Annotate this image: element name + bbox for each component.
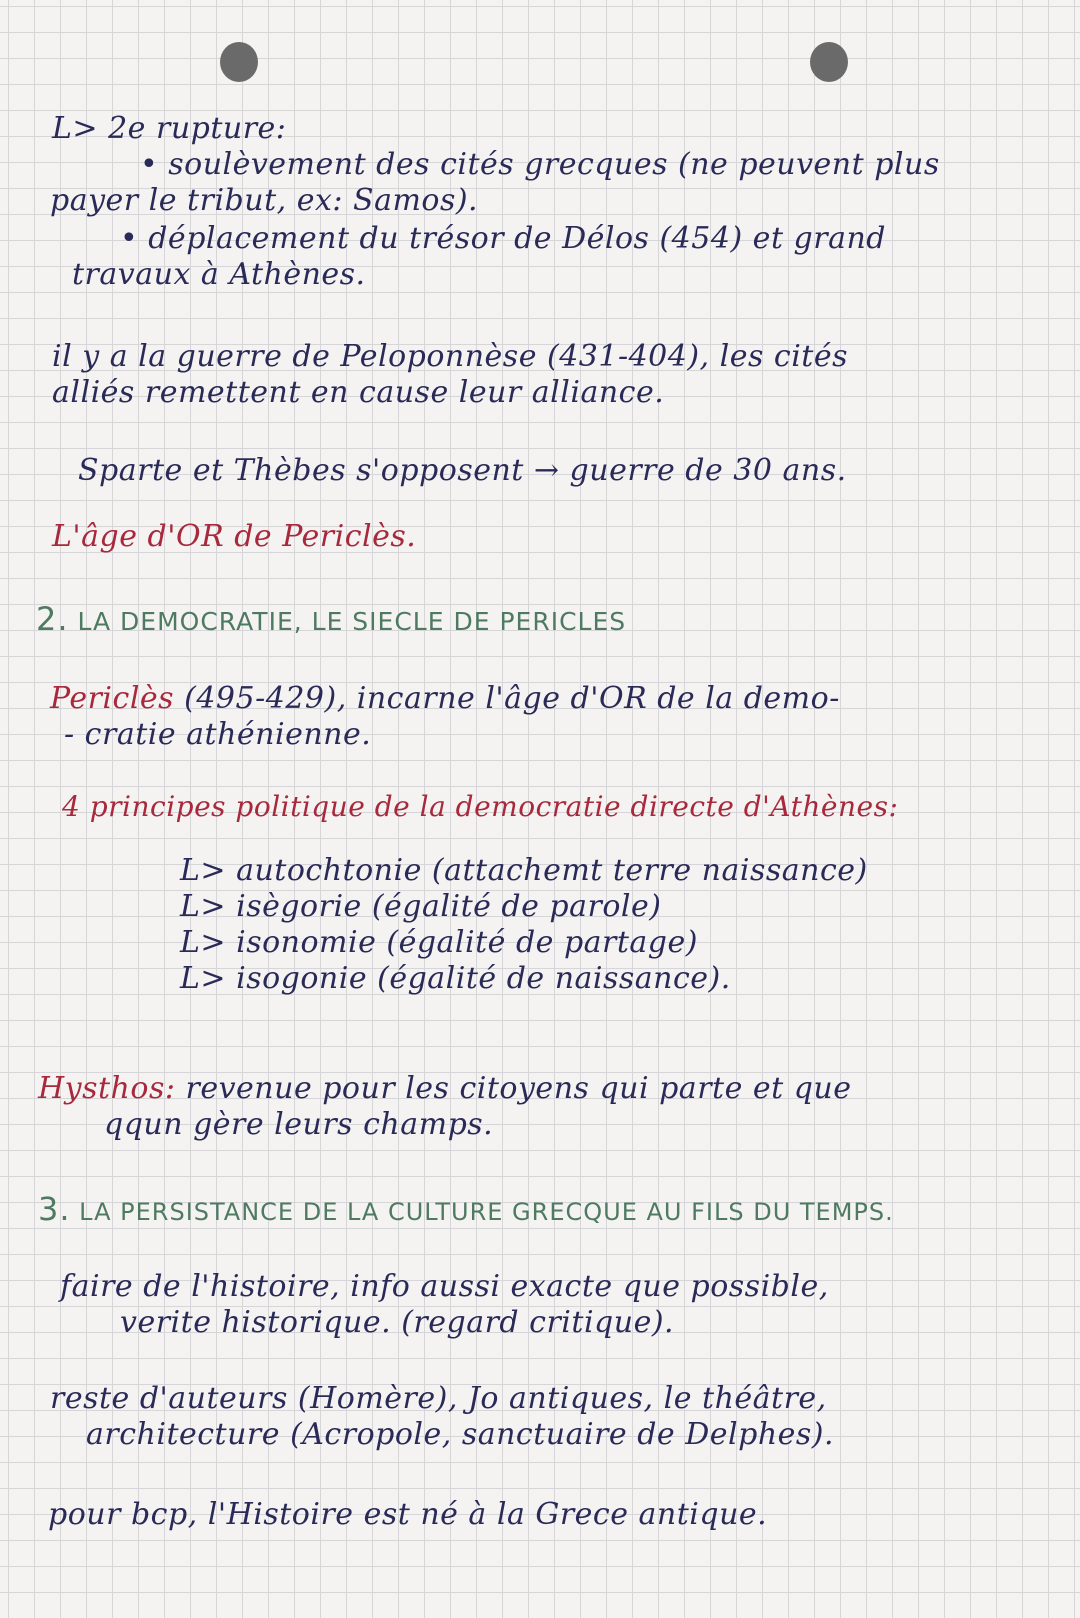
peloponnese-line: il y a la guerre de Peloponnèse (431-404), les cités [52, 339, 849, 374]
section-number: 2. [36, 600, 69, 638]
rupture-item: • soulèvement des cités grecques (ne peuvent plus [140, 147, 940, 182]
histoire-line: verite historique. (regard critique). [120, 1305, 675, 1340]
rupture-item: travaux à Athènes. [72, 257, 366, 292]
principle-item: L> isonomie (égalité de partage) [180, 925, 698, 960]
reste-line: reste d'auteurs (Homère), Jo antiques, le théâtre, [50, 1381, 827, 1416]
section-2-heading [36, 602, 626, 639]
section-title: LA DEMOCRATIE, LE SIECLE DE PERICLES [77, 607, 627, 636]
section-3-heading [38, 1192, 894, 1229]
rupture-item: payer le tribut, ex: Samos). [50, 183, 479, 218]
principle-item: L> autochtonie (attachemt terre naissance) [180, 853, 868, 888]
sparta-line: Sparte et Thèbes s'opposent → guerre de 30 ans. [78, 453, 847, 488]
principle-item: L> isogonie (égalité de naissance). [180, 961, 731, 996]
pericles-name: Periclès [50, 681, 175, 716]
pericles-rest: (495-429), incarne l'âge d'OR de la demo- [184, 681, 840, 716]
reste-line: architecture (Acropole, sanctuaire de Delphes). [86, 1417, 835, 1452]
section-number: 3. [38, 1190, 71, 1228]
conclusion-line: pour bcp, l'Histoire est né à la Grece antique. [48, 1497, 768, 1532]
rupture-item: • déplacement du trésor de Délos (454) et grand [120, 221, 886, 256]
histoire-line: faire de l'histoire, info aussi exacte que possible, [60, 1269, 829, 1304]
peloponnese-line: alliés remettent en cause leur alliance. [52, 375, 665, 410]
mysthos-word: Hysthos: [38, 1071, 176, 1106]
section-title: LA PERSISTANCE DE LA CULTURE GRECQUE AU FILS DU TEMPS. [79, 1198, 894, 1226]
principle-item: L> isègorie (égalité de parole) [180, 889, 662, 924]
mysthos-rest: revenue pour les citoyens qui parte et que [185, 1071, 852, 1106]
rupture-heading: L> 2e rupture: [52, 111, 287, 146]
pericles-line [50, 682, 840, 716]
binder-hole-left [220, 42, 258, 82]
mysthos-line [38, 1072, 852, 1106]
principles-heading: 4 principes politique de la democratie directe d'Athènes: [62, 790, 899, 823]
age-or-heading: L'âge d'OR de Periclès. [52, 519, 417, 554]
mysthos-line-2: qqun gère leurs champs. [104, 1107, 494, 1142]
pericles-line-2: - cratie athénienne. [64, 717, 372, 752]
binder-hole-right [810, 42, 848, 82]
